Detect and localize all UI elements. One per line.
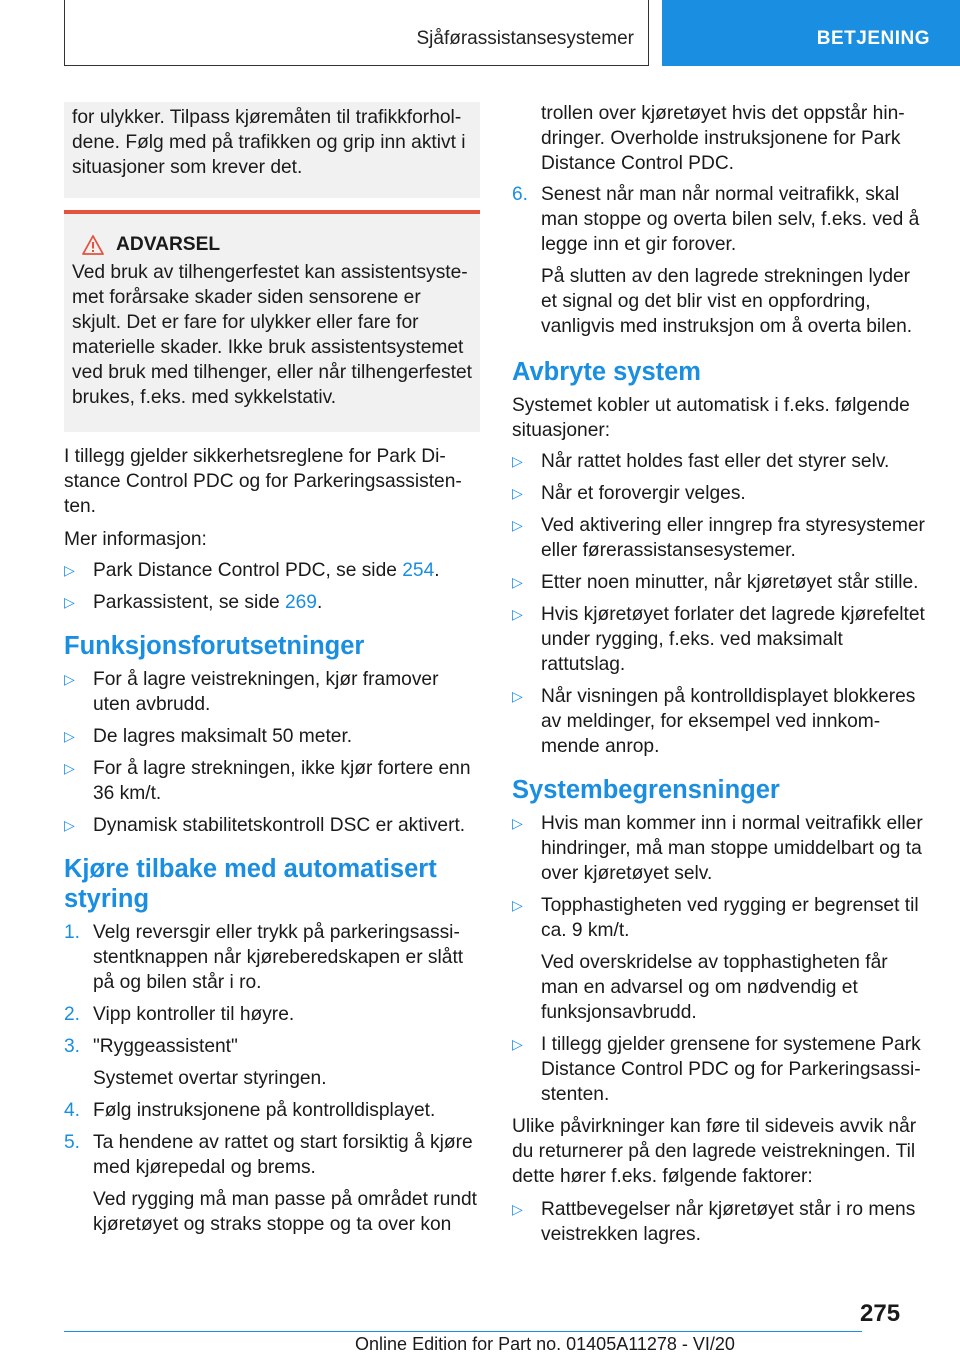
step-item: 2. Vipp kontroller til høyre. bbox=[64, 1004, 295, 1025]
header-section-box bbox=[64, 0, 649, 66]
list-item: ▷ For å lagre strekningen, ikke kjør fortere enn 36 km/t. bbox=[64, 758, 471, 804]
footer-divider bbox=[64, 1331, 862, 1332]
influences-list bbox=[512, 1197, 930, 1247]
list-item: ▷ Hvis man kommer inn i normal veitrafikk eller hindringer, må man stoppe umiddelbart og ta over kjøretøyet selv. bbox=[512, 813, 923, 884]
more-info-label: Mer informasjon: bbox=[64, 529, 207, 550]
list-item: ▷ Etter noen minutter, når kjøretøyet står stille. bbox=[512, 572, 919, 593]
avbryte-list bbox=[512, 449, 930, 759]
heading-funksjonsforutsetninger: Funksjonsforutsetninger bbox=[64, 632, 365, 660]
warning-triangle-icon bbox=[82, 235, 104, 255]
right-column bbox=[512, 101, 930, 1254]
triangle-bullet-icon: ▷ bbox=[512, 1201, 523, 1217]
triangle-bullet-icon: ▷ bbox=[512, 453, 523, 469]
triangle-bullet-icon: ▷ bbox=[64, 594, 75, 610]
triangle-bullet-icon: ▷ bbox=[512, 574, 523, 590]
page-link-269[interactable]: 269 bbox=[284, 592, 317, 613]
intro-box bbox=[64, 102, 480, 198]
warning-heading bbox=[72, 234, 472, 256]
step-item: 3. "Ryggeassistent" Systemet overtar styringen. bbox=[64, 1036, 327, 1089]
step-item: 4. Følg instruksjonene på kontrolldisplayet. bbox=[64, 1100, 436, 1121]
list-item: ▷ Topphastigheten ved rygging er begrenset til ca. 9 km/t. Ved overskridelse av topphastigheten får man en advarsel og om nødvendig et funksjonsavbrudd. bbox=[512, 895, 919, 1023]
limits-list bbox=[512, 811, 930, 1107]
footer-edition: Online Edition for Part no. 01405A11278 - VI/20 bbox=[355, 1334, 735, 1354]
continued-text: trollen over kjøretøyet hvis det oppstår hindringer. Overholde instruksjonene for Park Distance Control PDC. bbox=[541, 103, 905, 174]
step-item: 6. Senest når man når normal veitrafikk, skal man stoppe og overta bilen selv, f.eks. ved å legge inn et gir forover. På slutten av den lagrede strekningen lyder et signal og det blir vist en oppfordring, vanligvis med instruksjon om å overta bilen. bbox=[512, 184, 920, 337]
list-item: ▷ De lagres maksimalt 50 meter. bbox=[64, 726, 353, 747]
heading-systembegrensninger: Systembegrensninger bbox=[512, 776, 780, 804]
triangle-bullet-icon: ▷ bbox=[512, 815, 523, 831]
heading-kjore-tilbake: Kjøre tilbake med automatisert styring bbox=[64, 855, 437, 913]
triangle-bullet-icon: ▷ bbox=[512, 897, 523, 913]
triangle-bullet-icon: ▷ bbox=[64, 562, 75, 578]
list-item: ▷ Park Distance Control PDC, se side 254. bbox=[64, 560, 440, 581]
list-item: ▷ Dynamisk stabilitetskontroll DSC er aktivert. bbox=[64, 815, 466, 836]
list-item: ▷ Hvis kjøretøyet forlater det lagrede kjørefeltet under rygging, f.eks. ved maksimalt rattutslag. bbox=[512, 604, 925, 675]
triangle-bullet-icon: ▷ bbox=[512, 485, 523, 501]
triangle-bullet-icon: ▷ bbox=[64, 817, 75, 833]
triangle-bullet-icon: ▷ bbox=[64, 728, 75, 744]
list-item: ▷ Når et forovergir velges. bbox=[512, 483, 746, 504]
page-number: 275 bbox=[860, 1300, 901, 1327]
list-item: ▷ Når visningen på kontrolldisplayet blokkeres av meldinger, for eksempel ved innkommende anrop. bbox=[512, 686, 916, 757]
list-item: ▷ Ved aktivering eller inngrep fra styresystemer eller førerassistansesystemer. bbox=[512, 515, 925, 561]
list-item: ▷ I tillegg gjelder grensene for systemene Park Distance Control PDC og for Parkeringsassistenten. bbox=[512, 1034, 921, 1105]
heading-avbryte-system: Avbryte system bbox=[512, 358, 701, 386]
list-item: ▷ For å lagre veistrekningen, kjør framover uten avbrudd. bbox=[64, 669, 439, 715]
warning-box bbox=[64, 210, 480, 432]
warning-title: ADVARSEL bbox=[116, 234, 221, 255]
header-chapter-tab[interactable] bbox=[662, 0, 960, 66]
triangle-bullet-icon: ▷ bbox=[512, 606, 523, 622]
intro-text: for ulykker. Tilpass kjøremåten til trafikkforholdene. Følg med på trafikken og grip inn aktivt i situasjoner som krever det. bbox=[72, 107, 466, 178]
triangle-bullet-icon: ▷ bbox=[64, 760, 75, 776]
triangle-bullet-icon: ▷ bbox=[512, 1036, 523, 1052]
section-title: Sjåførassistansesystemer bbox=[416, 28, 634, 49]
step-item: 1. Velg reversgir eller trykk på parkeringsassistentknappen når kjøreberedskapen er slått på og bilen står i ro. bbox=[64, 922, 464, 993]
steps-list-cont bbox=[512, 182, 930, 339]
influences-paragraph: Ulike påvirkninger kan føre til sideveis avvik når du returnerer på den lagrede veistrekningen. Til dette hører f.eks. følgende faktorer: bbox=[512, 1116, 917, 1187]
chapter-title: BETJENING bbox=[816, 28, 930, 49]
triangle-bullet-icon: ▷ bbox=[512, 517, 523, 533]
safety-paragraph: I tillegg gjelder sikkerhetsreglene for Park Distance Control PDC og for Parkeringsassistenten. bbox=[64, 446, 462, 517]
step-item: 5. Ta hendene av rattet og start forsiktig å kjøre med kjørepedal og brems. Ved rygging må man passe på området rundt kjøretøyet og straks stoppe og ta over kon bbox=[64, 1132, 477, 1235]
avbryte-intro: Systemet kobler ut automatisk i f.eks. følgende situasjoner: bbox=[512, 395, 910, 441]
list-item: ▷ Parkassistent, se side 269. bbox=[64, 592, 323, 613]
steps-list bbox=[64, 920, 480, 1237]
list-item: ▷ Rattbevegelser når kjøretøyet står i ro mens veistrekken lagres. bbox=[512, 1199, 916, 1245]
left-column bbox=[64, 102, 480, 1244]
warning-text: Ved bruk av tilhengerfestet kan assistentsystemet forårsake skader siden sensorene er skjult. Det er fare for ulykker eller fare for materielle skader. Ikke bruk assistentsystemet ved bruk med tilhenger, eller når tilhengerfestet brukes, f.eks. med sykkelstativ. bbox=[72, 262, 472, 408]
requirements-list bbox=[64, 667, 480, 838]
list-item: ▷ Når rattet holdes fast eller det styrer selv. bbox=[512, 451, 890, 472]
triangle-bullet-icon: ▷ bbox=[512, 688, 523, 704]
triangle-bullet-icon: ▷ bbox=[64, 671, 75, 687]
info-list bbox=[64, 558, 480, 615]
page-link-254[interactable]: 254 bbox=[402, 560, 435, 581]
